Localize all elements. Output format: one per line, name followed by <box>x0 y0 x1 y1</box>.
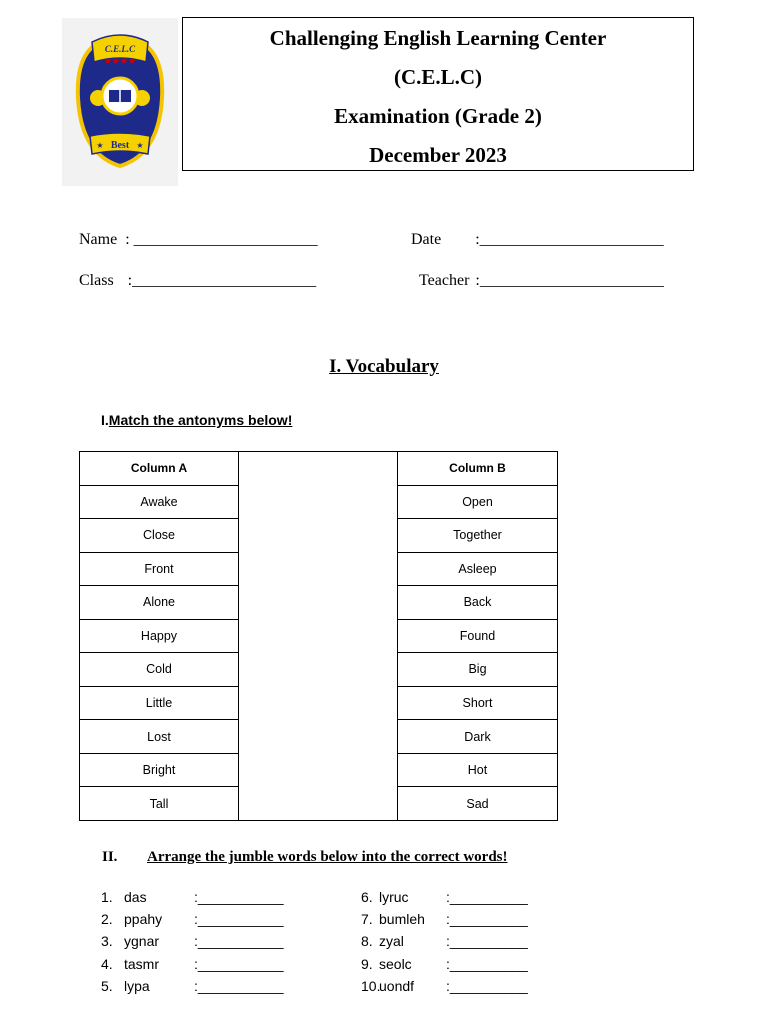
jumble-item[interactable] <box>101 956 284 972</box>
jumble-item-number: 6. <box>361 889 373 905</box>
column-a-word: Tall <box>80 787 239 821</box>
jumble-item[interactable] <box>101 978 284 994</box>
answer-blank: :__________ <box>446 889 528 905</box>
exam-date: December 2023 <box>369 143 507 167</box>
class-field[interactable] <box>79 272 316 290</box>
jumble-item[interactable] <box>361 933 528 949</box>
svg-text:★★★★: ★★★★ <box>103 56 137 66</box>
jumbled-word: zyal <box>379 933 404 949</box>
column-b-word: Hot <box>398 753 558 787</box>
jumbled-word: tasmr <box>124 956 159 972</box>
teacher-label: Teacher <box>419 272 470 289</box>
center-name: Challenging English Learning Center <box>269 26 607 50</box>
jumble-item-number: 1. <box>101 889 113 905</box>
jumble-item-number: 9. <box>361 956 373 972</box>
answer-blank: :___________ <box>194 956 284 972</box>
column-a-word: Alone <box>80 586 239 620</box>
celc-crest-icon <box>62 18 178 186</box>
jumble-section-title: Arrange the jumble words below into the correct words! <box>147 849 508 865</box>
name-field[interactable] <box>79 231 318 249</box>
answer-blank: :___________ <box>194 933 284 949</box>
antonym-instruction <box>101 412 292 428</box>
column-a-word: Cold <box>80 653 239 687</box>
jumble-item[interactable] <box>361 911 528 927</box>
svg-text:★: ★ <box>136 141 144 150</box>
answer-blank: :__________ <box>446 933 528 949</box>
date-blank: :_______________________ <box>475 231 664 248</box>
jumble-item-number: 8. <box>361 933 373 949</box>
column-b-word: Short <box>398 686 558 720</box>
column-a-word: Bright <box>80 753 239 787</box>
answer-blank: :__________ <box>446 956 528 972</box>
column-b-word: Sad <box>398 787 558 821</box>
school-logo <box>62 18 178 186</box>
column-b-word: Open <box>398 485 558 519</box>
vocabulary-title: I. Vocabulary <box>329 356 439 377</box>
jumbled-word: lypa <box>124 978 150 994</box>
date-label: Date <box>411 231 442 248</box>
jumble-instruction <box>102 849 508 866</box>
jumble-item[interactable] <box>361 956 528 972</box>
jumble-item-number: 3. <box>101 933 113 949</box>
column-a-word: Awake <box>80 485 239 519</box>
column-b-word: Together <box>398 519 558 553</box>
column-a-header: Column A <box>80 452 239 486</box>
jumbled-word: uondf <box>379 978 415 994</box>
column-b-word: Asleep <box>398 552 558 586</box>
jumbled-word: ppahy <box>124 911 163 927</box>
jumble-item[interactable] <box>101 933 284 949</box>
column-a-word: Front <box>80 552 239 586</box>
logo-bottom-text: Best <box>110 140 130 151</box>
column-a-word: Little <box>80 686 239 720</box>
column-b-header: Column B <box>398 452 558 486</box>
jumbled-word: ygnar <box>124 933 160 949</box>
column-b-word: Big <box>398 653 558 687</box>
column-a-word: Happy <box>80 619 239 653</box>
jumble-item[interactable] <box>101 911 284 927</box>
name-blank: : _______________________ <box>125 231 318 248</box>
svg-text:★: ★ <box>96 141 104 150</box>
jumbled-word: das <box>124 889 147 905</box>
center-abbrev: (C.E.L.C) <box>393 65 483 89</box>
matching-space[interactable] <box>239 452 398 821</box>
column-b-word: Back <box>398 586 558 620</box>
answer-blank: :___________ <box>194 911 284 927</box>
name-label: Name <box>79 231 118 248</box>
exam-title: Examination (Grade 2) <box>334 104 542 128</box>
column-a-word: Close <box>80 519 239 553</box>
antonym-instruction-prefix: I. <box>101 412 109 428</box>
antonym-table <box>79 451 558 821</box>
column-b-word: Found <box>398 619 558 653</box>
teacher-field[interactable] <box>419 272 664 290</box>
logo-top-text: C.E.L.C <box>104 44 136 54</box>
jumble-item[interactable] <box>361 978 528 994</box>
jumble-section-number: II. <box>102 849 118 865</box>
teacher-blank: :_______________________ <box>475 272 664 289</box>
antonym-instruction-text: Match the antonyms below! <box>108 412 293 428</box>
jumble-item-number: 5. <box>101 978 113 994</box>
table-header-row <box>80 452 558 486</box>
date-field[interactable] <box>411 231 664 249</box>
jumbled-word: bumleh <box>379 911 425 927</box>
column-a-word: Lost <box>80 720 239 754</box>
jumble-item-number: 4. <box>101 956 113 972</box>
jumble-item[interactable] <box>361 889 528 905</box>
jumble-item-number: 7. <box>361 911 373 927</box>
jumble-item-number: 2. <box>101 911 113 927</box>
jumble-item[interactable] <box>101 889 284 905</box>
jumbled-word: lyruc <box>379 889 409 905</box>
class-blank: :_______________________ <box>127 272 317 289</box>
answer-blank: :__________ <box>446 911 528 927</box>
jumbled-word: seolc <box>379 956 412 972</box>
answer-blank: :___________ <box>194 889 284 905</box>
class-label: Class <box>79 272 114 289</box>
answer-blank: :__________ <box>446 978 528 994</box>
exam-header-box <box>182 17 694 171</box>
answer-blank: :___________ <box>194 978 284 994</box>
column-b-word: Dark <box>398 720 558 754</box>
jumble-item-number: 10. <box>361 978 381 994</box>
